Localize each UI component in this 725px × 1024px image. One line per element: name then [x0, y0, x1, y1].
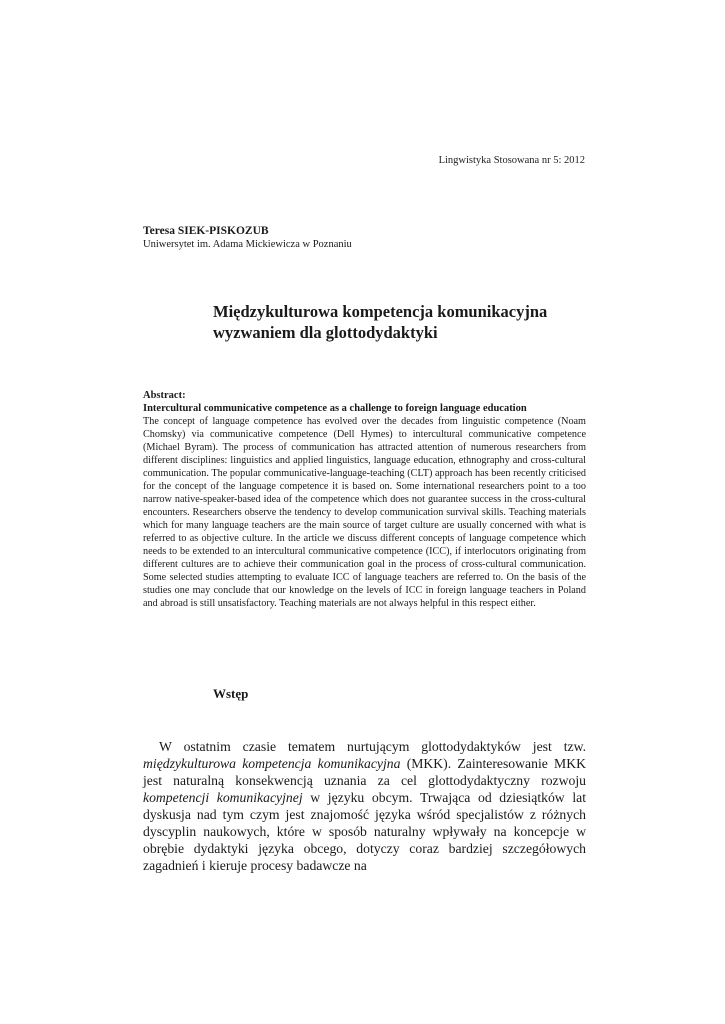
author-affiliation: Uniwersytet im. Adama Mickiewicza w Poznaniu [143, 239, 352, 250]
intro-text-1: W ostatnim czasie tematem nurtującym glottodydaktyków jest tzw. [159, 739, 586, 754]
intro-term-kk: kompetencji komunikacyjnej [143, 790, 303, 805]
intro-text-2: (MKK). Zainteresowanie MKK jest naturalną konsekwencją uznania za cel glottodydaktyczny rozwoju [143, 756, 586, 788]
article-title-line-1: Międzykulturowa kompetencja komunikacyjna [213, 302, 548, 321]
article-title [213, 301, 613, 343]
article-title-line-2: wyzwaniem dla glottodydaktyki [213, 323, 438, 342]
abstract-english-title: Intercultural communicative competence as a challenge to foreign language education [143, 403, 527, 414]
intro-term-mkk: międzykulturowa kompetencja komunikacyjna [143, 756, 401, 771]
journal-header: Lingwistyka Stosowana nr 5: 2012 [438, 155, 585, 166]
intro-text-3: w języku obcym. Trwająca od dziesiątków lat dyskusja nad tym czym jest znajomość języka wśród specjalistów z różnych dyscyplin naukowych, które w sposób naturalny wpływały na koncepcje w obrębie dydaktyki języka obcego, dotyczy coraz bardziej szczegółowych zagadnień i kieruje procesy badawcze na [143, 790, 586, 873]
intro-paragraph [143, 738, 586, 874]
abstract-label: Abstract: [143, 390, 186, 401]
section-heading: Wstęp [213, 686, 249, 701]
author-name: Teresa SIEK-PISKOZUB [143, 225, 269, 237]
author-block [143, 224, 593, 251]
abstract-section [143, 389, 586, 610]
abstract-body: The concept of language competence has evolved over the decades from linguistic competence (Noam Chomsky) via communicative competence (Dell Hymes) to intercultural communicative competence (Michael Byram). The process of communication has attracted attention of numerous researchers from different disciplines: linguistics and applied linguistics, language education, ethnography and cross-cultural communication. The popular communicative-language-teaching (CLT) approach has been recently criticised for the concept of the language competence it is based on. Some international researchers point to a too narrow native-speaker-based idea of the competence which does not guarantee success in the cross-cultural encounters. Researchers observe the tendency to develop communication survival skills. Teaching materials which for many language teachers are the main source of target culture are usually concerned with what is referred to as objective culture. In the article we discuss different concepts of language competence which needs to be extended to an intercultural communicative competence (ICC), if interlocutors originating from different cultures are to achieve their communication goal in the process of cross-cultural communication. Some selected studies attempting to evaluate ICC of language teachers are referred to. On the basis of the studies one may conclude that our knowledge on the levels of ICC in foreign language teachers in Poland and abroad is still unsatisfactory. Teaching materials are not always helpful in this respect either. [143, 416, 586, 609]
